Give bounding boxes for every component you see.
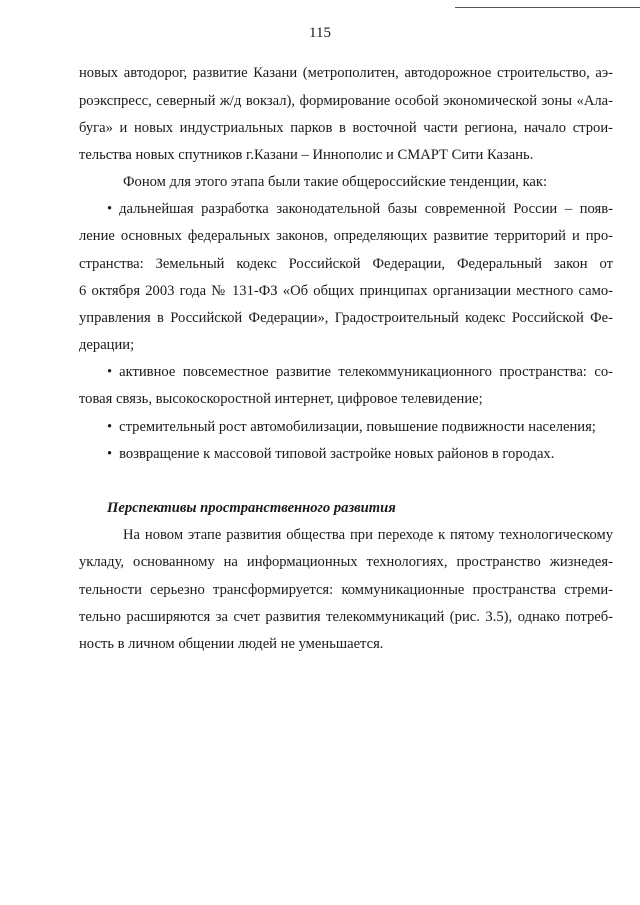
text-line: тельства новых спутников г.Казани – Иннополис и СМАРТ Сити Казань. <box>79 147 534 163</box>
text-line: новых автодорог, развитие Казани (метрополитен, автодорожное строительство, аэ- <box>79 65 613 81</box>
bullet-item: • возвращение к массовой типовой застройке новых районов в городах. <box>107 445 554 463</box>
bullet-item: • активное повсеместное развитие телекоммуникационного пространства: со- <box>107 363 613 381</box>
text-line: буга» и новых индустриальных парков в восточной части региона, начало строи- <box>79 120 613 136</box>
section-heading: Перспективы пространственного развития <box>107 500 396 516</box>
text-line: странства: Земельный кодекс Российской Федерации, Федеральный закон от <box>79 256 613 272</box>
text-line: Фоном для этого этапа были такие общероссийские тенденции, как: <box>123 174 548 190</box>
text-line: управления в Российской Федерации», Градостроительный кодекс Российской Фе- <box>79 310 613 326</box>
text-line: ление основных федеральных законов, определяющих развитие территорий и про- <box>79 228 613 244</box>
text-line: дерации; <box>79 337 135 353</box>
page-number: 115 <box>309 25 331 41</box>
text-line: товая связь, высокоскоростной интернет, цифровое телевидение; <box>79 391 483 407</box>
text-line: тельно расширяются за счет развития телекоммуникаций (рис. 3.5), однако потреб- <box>79 609 613 625</box>
text-line: ность в личном общении людей не уменьшается. <box>79 636 384 652</box>
header-rule <box>455 7 640 8</box>
bullet-item: • дальнейшая разработка законодательной базы современной России – появ- <box>107 200 613 218</box>
bullet-item: • стремительный рост автомобилизации, повышение подвижности населения; <box>107 418 596 436</box>
text-line: роэкспресс, северный ж/д вокзал), формирование особой экономической зоны «Ала- <box>79 93 613 109</box>
text-line: тельности серьезно трансформируется: коммуникационные пространства стреми- <box>79 582 613 598</box>
text-line: 6 октября 2003 года № 131-ФЗ «Об общих принципах организации местного само- <box>79 283 613 299</box>
text-line: На новом этапе развития общества при переходе к пятому технологическому <box>123 527 613 543</box>
text-line: укладу, основанному на информационных технологиях, пространство жизнедея- <box>79 554 613 570</box>
